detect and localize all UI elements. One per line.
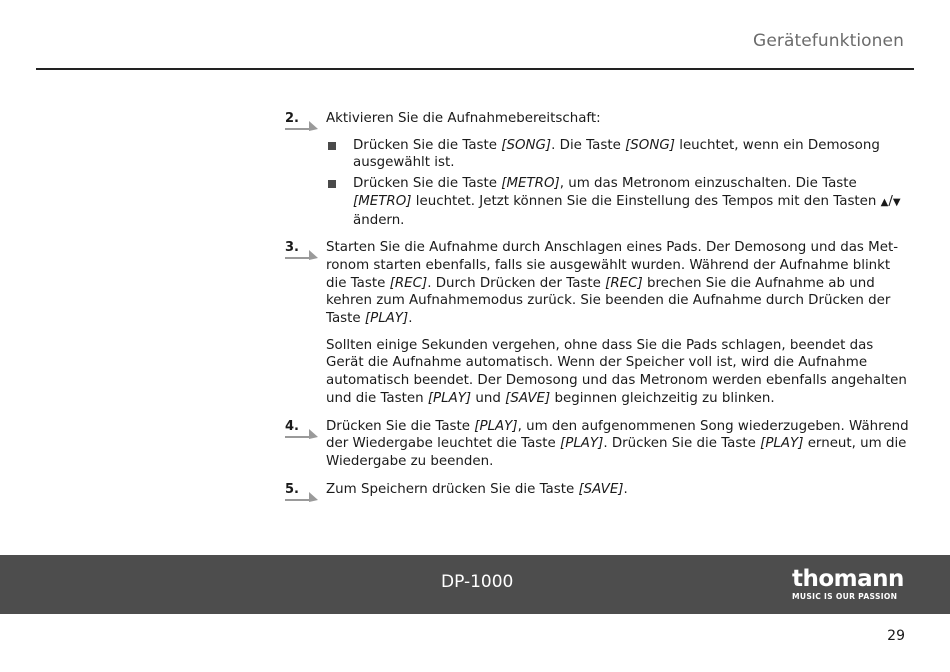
instruction-step (285, 481, 910, 499)
text-run: Drücken Sie die Taste (353, 137, 502, 153)
logo-wordmark: thomann (792, 566, 904, 592)
key-label: [SAVE] (578, 481, 624, 497)
step-arrow-icon (285, 119, 319, 133)
step-number (285, 110, 321, 128)
header-divider (36, 68, 914, 70)
text-run: beginnen gleichzeitig zu blinken. (550, 390, 775, 406)
step-arrow-icon (285, 490, 319, 504)
text-run: und (471, 390, 506, 406)
step-number-label: 2. (285, 111, 299, 126)
bullet-list (326, 137, 910, 230)
step-number-label: 4. (285, 418, 299, 434)
logo-tagline: MUSIC IS OUR PASSION (792, 592, 898, 601)
square-bullet-icon (328, 142, 336, 150)
key-label: [METRO] (501, 176, 560, 192)
step-paragraph (326, 481, 910, 499)
key-label: [SONG] (625, 137, 675, 153)
text-run: . Die Taste (551, 137, 626, 153)
text-run: . Durch Drücken der Taste (427, 275, 606, 291)
text-run: Aktivieren Sie die Aufnahmebereitschaft: (326, 111, 601, 126)
text-run: leuchtet. Jetzt können Sie die Einstellung des Tempos mit den Tasten (411, 193, 881, 209)
bullet-item (326, 137, 910, 172)
brand-logo (792, 567, 908, 601)
step-number (285, 418, 321, 436)
text-run: brechen Sie die Aufnahme ab und kehren zum Aufnahmemodus zurück. Sie beenden die Aufnahme durch Drücken der Taste (326, 275, 891, 327)
key-label: [SAVE] (505, 390, 551, 406)
text-run: Sollten einige Sekunden vergehen, ohne dass Sie die Pads schlagen, beendet das Gerät die Aufnahme automatisch. Wenn der Speicher voll ist, wird die Aufnahme automatisch beendet. Der Demosong und das Metronom werden ebenfalls angehalten und die Tasten (326, 337, 907, 406)
text-run: , um den aufgenommenen Song wiederzugeben. Während der Wiedergabe leuchtet die Taste (326, 418, 909, 452)
step-number-label: 5. (285, 481, 299, 497)
text-run: Starten Sie die Aufnahme durch Anschlagen eines Pads. Der Demosong und das Metronom starten ebenfalls, falls sie ausgewählt wurden. Während der Aufnahme blinkt die Taste (326, 240, 899, 291)
step-number (285, 239, 321, 257)
arrow-down-icon: ▼ (892, 196, 901, 208)
key-label: [PLAY] (760, 436, 804, 452)
instruction-step (285, 418, 910, 471)
page-section-title: Gerätefunktionen (753, 31, 904, 51)
arrow-up-icon: ▲ (880, 196, 889, 208)
text-run: Drücken Sie die Taste (353, 176, 502, 192)
key-label: [REC] (389, 275, 428, 291)
key-label: [PLAY] (427, 390, 472, 406)
text-run: leuchtet, wenn ein Demosong ausgewählt ist. (353, 137, 880, 171)
step-paragraph (326, 418, 910, 471)
text-run: . Drücken Sie die Taste (603, 436, 761, 452)
step-paragraph (326, 337, 910, 408)
text-run: . (623, 481, 628, 497)
step-paragraph (326, 110, 910, 128)
text-run: Drücken Sie die Taste (326, 418, 475, 434)
key-label: [METRO] (353, 193, 412, 209)
text-run: , um das Metronom einzuschalten. Die Taste (559, 176, 857, 192)
key-label: [REC] (605, 275, 643, 291)
instruction-step (285, 110, 910, 229)
model-name: DP-1000 (441, 572, 514, 592)
square-bullet-icon (328, 180, 336, 188)
step-paragraph (326, 239, 910, 328)
key-label: [PLAY] (364, 311, 409, 327)
instruction-step (285, 239, 910, 407)
key-label: [SONG] (501, 137, 552, 153)
step-arrow-icon (285, 427, 319, 441)
text-run: Zum Speichern drücken Sie die Taste (326, 481, 579, 497)
step-number (285, 481, 321, 499)
instructions (285, 110, 910, 498)
step-arrow-icon (285, 248, 319, 262)
text-run: ändern. (353, 212, 405, 228)
text-run: . (408, 311, 413, 327)
text-run: / (888, 193, 893, 209)
page-number: 29 (887, 628, 905, 644)
step-number-label: 3. (285, 240, 299, 256)
bullet-item (326, 175, 910, 229)
text-run: erneut, um die Wiedergabe zu beenden. (326, 436, 907, 469)
key-label: [PLAY] (560, 436, 604, 452)
key-label: [PLAY] (474, 418, 518, 434)
